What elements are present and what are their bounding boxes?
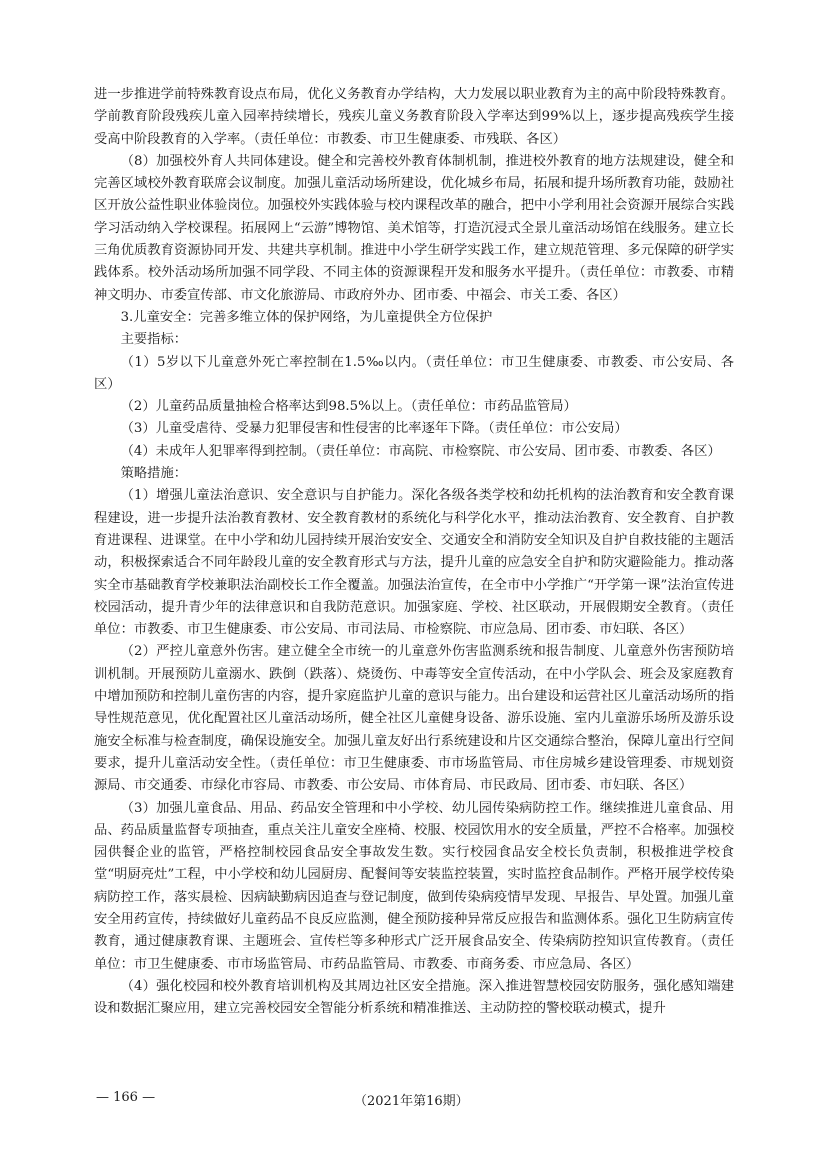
page-footer bbox=[96, 1090, 736, 1110]
document-body bbox=[94, 84, 734, 1020]
paragraph: （1）增强儿童法治意识、安全意识与自护能力。深化各级各类学校和幼托机构的法治教育和安全教育课程建设，进一步提升法治教育教材、安全教育教材的系统化与科学化水平，推动法治教育、安全教育、自护教育进课程、进课堂。在中小学和幼儿园持续开展治安安全、交通安全和消防安全知识及自护自救技能的主题活动，积极探索适合不同年龄段儿童的安全教育形式与方法，提升儿童的应急安全自护和防灾避险能力。推动落实全市基础教育学校兼职法治副校长工作全覆盖。加强法治宣传，在全市中小学推广“开学第一课”法治宣传进校园活动，提升青少年的法律意识和自我防范意识。加强家庭、学校、社区联动，开展假期安全教育。（责任单位：市教委、市卫生健康委、市公安局、市司法局、市检察院、市应急局、团市委、市妇联、各区） bbox=[94, 488, 734, 638]
paragraph: （4）强化校园和校外教育培训机构及其周边社区安全措施。深入推进智慧校园安防服务，强化感知端建设和数据汇聚应用，建立完善校园安全智能分析系统和精准推送、主动防控的警校联动模式，提升 bbox=[94, 978, 734, 1017]
paragraph: （3）儿童受虐待、受暴力犯罪侵害和性侵害的比率逐年下降。（责任单位：市公安局） bbox=[120, 421, 628, 437]
paragraph: 策略措施： bbox=[120, 466, 188, 482]
paragraph: （2）儿童药品质量抽检合格率达到98.5%以上。（责任单位：市药品监管局） bbox=[120, 399, 577, 415]
paragraph: （4）未成年人犯罪率得到控制。（责任单位：市高院、市检察院、市公安局、团市委、市教委、各区） bbox=[120, 443, 721, 459]
paragraph: 3.儿童安全：完善多维立体的保护网络，为儿童提供全方位保护 bbox=[120, 309, 493, 325]
paragraph: （3）加强儿童食品、用品、药品安全管理和中小学校、幼儿园传染病防控工作。继续推进儿童食品、用品、药品质量监督专项抽查，重点关注儿童安全座椅、校服、校园饮用水的安全质量，严控不合格率。加强校园供餐企业的监管，严格控制校园食品安全事故发生数。实行校园食品安全校长负责制，积极推进学校食堂“明厨亮灶”工程，中小学校和幼儿园厨房、配餐间等安装监控装置，实时监控食品制作。严格开展学校传染病防控工作，落实晨检、因病缺勤病因追查与登记制度，做到传染病疫情早发现、早报告、早处置。加强儿童安全用药宣传，持续做好儿童药品不良反应监测，健全预防接种异常反应报告和监测体系。强化卫生防病宣传教育，通过健康教育课、主题班会、宣传栏等多种形式广泛开展食品安全、传染病防控知识宣传教育。（责任单位：市卫生健康委、市市场监管局、市药品监管局、市教委、市商务委、市应急局、各区） bbox=[94, 800, 734, 972]
paragraph: （2）严控儿童意外伤害。建立健全全市统一的儿童意外伤害监测系统和报告制度、儿童意外伤害预防培训机制。开展预防儿童溺水、跌倒（跌落）、烧烫伤、中毒等安全宣传活动，在中小学队会、班会及家庭教育中增加预防和控制儿童伤害的内容，提升家庭监护儿童的意识与能力。出台建设和运营社区儿童活动场所的指导性规范意见，优化配置社区儿童活动场所，健全社区儿童健身设备、游乐设施、室内儿童游乐场所及游乐设施安全标准与检查制度，确保设施安全。加强儿童友好出行系统建设和片区交通综合整治，保障儿童出行空间要求，提升儿童活动安全性。（责任单位：市卫生健康委、市市场监管局、市住房城乡建设管理委、市规划资源局、市交通委、市绿化市容局、市教委、市公安局、市体育局、市民政局、团市委、市妇联、各区） bbox=[94, 644, 734, 794]
paragraph: （8）加强校外育人共同体建设。健全和完善校外教育体制机制，推进校外教育的地方法规建设，健全和完善区域校外教育联席会议制度。加强儿童活动场所建设，优化城乡布局，拓展和提升场所教育功能，鼓励社区开放公益性职业体验岗位。加强校外实践体验与校内课程改革的融合，把中小学利用社会资源开展综合实践学习活动纳入学校课程。拓展网上“云游”博物馆、美术馆等，打造沉浸式全景儿童活动场馆在线服务。建立长三角优质教育资源协同开发、共建共享机制。推进中小学生研学实践工作，建立规范管理、多元保障的研学实践体系。校外活动场所加强不同学段、不同主体的资源课程开发和服务水平提升。（责任单位：市教委、市精神文明办、市委宣传部、市文化旅游局、市政府外办、团市委、中福会、市关工委、各区） bbox=[94, 153, 734, 303]
page-number: — 166 — bbox=[96, 1090, 156, 1105]
paragraph: 主要指标： bbox=[120, 332, 188, 348]
paragraph: 进一步推进学前特殊教育设点布局，优化义务教育办学结构，大力发展以职业教育为主的高中阶段特殊教育。学前教育阶段残疾儿童入园率持续增长，残疾儿童义务教育阶段入学率达到99%以上，逐步提高残疾学生接受高中阶段教育的入学率。（责任单位：市教委、市卫生健康委、市残联、各区） bbox=[94, 87, 734, 147]
paragraph: （1）5岁以下儿童意外死亡率控制在1.5‰以内。（责任单位：市卫生健康委、市教委、市公安局、各区） bbox=[94, 354, 734, 392]
issue-label: （2021年第16期） bbox=[354, 1094, 469, 1109]
